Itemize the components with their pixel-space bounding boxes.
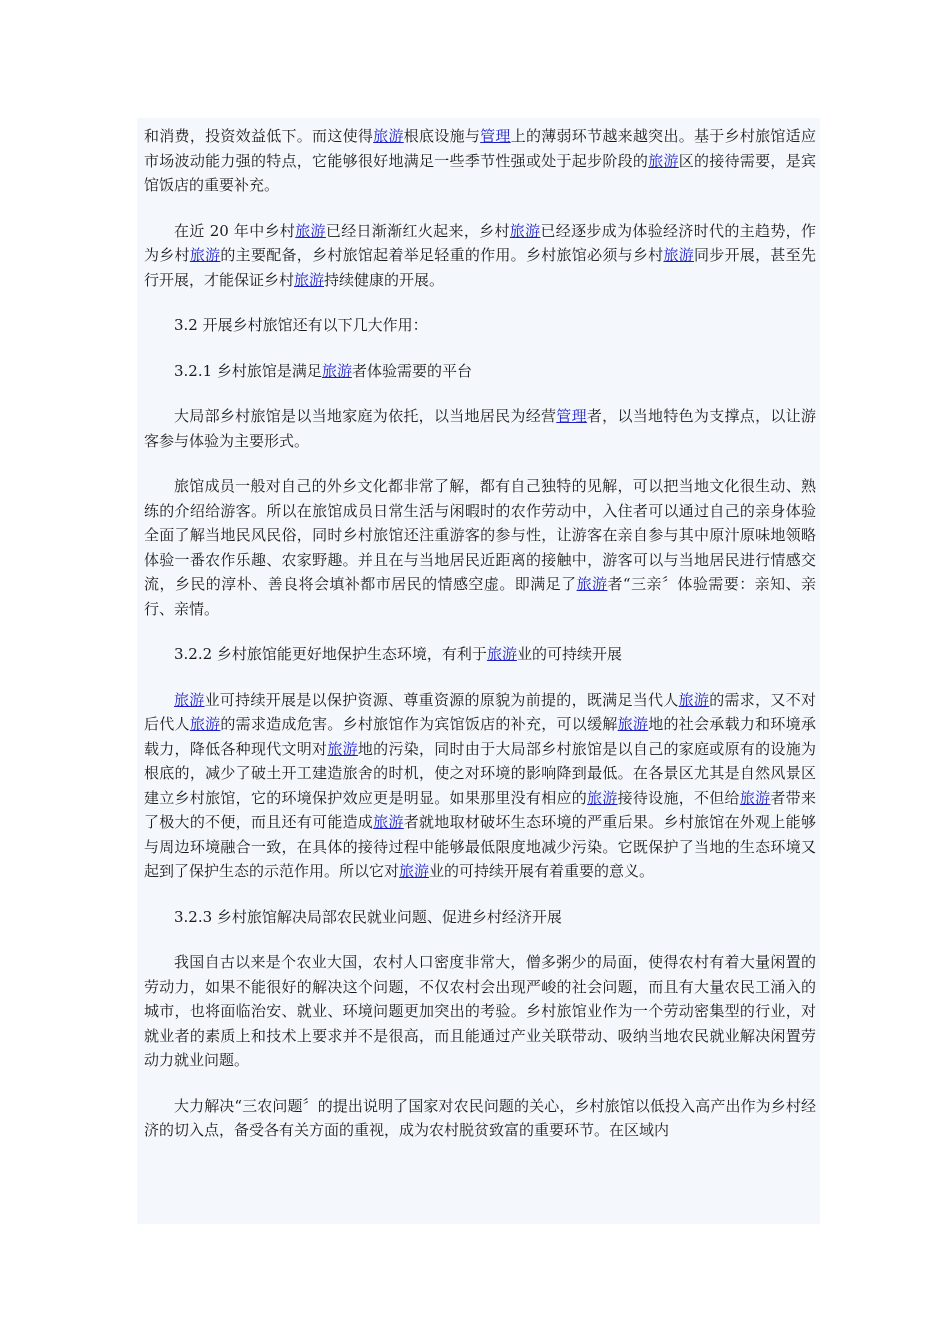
keyword-link[interactable]: 管理 <box>480 127 511 145</box>
paragraph-text: 接待设施，不但给 <box>617 788 740 807</box>
keyword-link[interactable]: 管理 <box>556 407 587 425</box>
paragraph-text: 持续健康的开展。 <box>324 270 445 289</box>
keyword-link[interactable]: 旅游 <box>189 246 221 264</box>
paragraph-text: 业的可持续开展 <box>516 645 622 663</box>
paragraph-text: 已经逐步成为体验经济时代的主趋势，作为乡村 <box>144 221 816 264</box>
paragraph-text: 者，以当地特色为支撑点，以让游客参与体验为主要形式。 <box>144 407 816 450</box>
paragraph <box>144 1094 816 1143</box>
paragraph <box>144 359 816 384</box>
keyword-link[interactable]: 旅游 <box>617 715 649 733</box>
paragraph-text: 的需求造成危害。乡村旅馆作为宾馆饭店的补充，可以缓解 <box>220 715 618 733</box>
paragraph-text: 3.2.3 乡村旅馆解决局部农民就业问题、促进乡村经济开展 <box>174 907 562 926</box>
paragraph-text: 同步开展，甚至先行开展，才能保证乡村 <box>144 246 816 289</box>
keyword-link[interactable]: 旅游 <box>373 127 404 145</box>
paragraph <box>144 905 816 930</box>
keyword-link[interactable]: 旅游 <box>295 221 326 240</box>
paragraph-text: 旅馆成员一般对自己的外乡文化都非常了解，都有自己独特的见解，可以把当地文化很生动、熟练的介绍给游客。所以在旅馆成员日常生活与闲暇时的农作劳动中，入住者可以通过自己的亲身体验全面了解当地民风民俗，同时乡村旅馆还注重游客的参与性，让游客在亲自参与其中原汁原味地领略体验一番农作乐趣、农家野趣。并且在与当地居民近距离的接触中，游客可以与当地居民进行情感交流，乡民的淳朴、善良将会填补都市居民的情感空虚。即满足了 <box>144 477 816 593</box>
keyword-link[interactable]: 旅游 <box>486 645 517 663</box>
paragraph-text: 者体验需要的平台 <box>351 361 472 380</box>
paragraph <box>144 219 816 293</box>
keyword-link[interactable]: 旅游 <box>373 813 404 831</box>
paragraph-text: 根底设施与 <box>403 127 481 145</box>
keyword-link[interactable]: 旅游 <box>739 788 771 807</box>
document-body <box>137 118 820 1224</box>
keyword-link[interactable]: 旅游 <box>587 788 618 807</box>
paragraph <box>144 474 816 621</box>
keyword-link[interactable]: 旅游 <box>189 715 221 733</box>
paragraph-text: 的主要配备，乡村旅馆起着举足轻重的作用。乡村旅馆必须与乡村 <box>220 246 664 264</box>
paragraph-text: 者“三亲〞体验需要：亲知、亲行、亲情。 <box>144 575 816 618</box>
keyword-link[interactable]: 旅游 <box>399 862 430 880</box>
paragraph-text: 大局部乡村旅馆是以当地家庭为依托，以当地居民为经营 <box>174 407 557 425</box>
paragraph-text: 业可持续开展是以保护资源、尊重资源的原貌为前提的，既满足当代人 <box>204 690 679 709</box>
paragraph-text: 的需求，又不对后代人 <box>144 690 816 733</box>
paragraph-text: 3.2 开展乡村旅馆还有以下几大作用： <box>174 316 428 334</box>
keyword-link[interactable]: 旅游 <box>576 575 608 593</box>
paragraph-text: 上的薄弱环节越来越突出。基于乡村旅馆适应市场波动能力强的特点，它能够很好地满足一些季节性强或处于起步阶段的 <box>144 127 816 170</box>
article-content <box>144 124 816 1143</box>
keyword-link[interactable]: 旅游 <box>663 246 695 264</box>
paragraph-text: 已经日渐渐红火起来，乡村 <box>325 221 510 240</box>
keyword-link[interactable]: 旅游 <box>678 690 710 709</box>
paragraph <box>144 950 816 1073</box>
keyword-link[interactable]: 旅游 <box>648 151 679 170</box>
paragraph-text: 大力解决“三农问题〞的提出说明了国家对农民问题的关心，乡村旅馆以低投入高产出作为乡村经济的切入点，备受各有关方面的重视，成为农村脱贫致富的重要环节。在区域内 <box>144 1096 816 1139</box>
paragraph-text: 在近 20 年中乡村 <box>174 221 296 240</box>
paragraph <box>144 404 816 453</box>
paragraph-text: 3.2.2 乡村旅馆能更好地保护生态环境，有利于 <box>174 645 487 663</box>
paragraph-text: 3.2.1 乡村旅馆是满足 <box>174 361 322 380</box>
paragraph-text: 我国自古以来是个农业大国，农村人口密度非常大，僧多粥少的局面，使得农村有着大量闲置的劳动力，如果不能很好的解决这个问题，不仅农村会出现严峻的社会问题，而且有大量农民工涌入的城市，也将面临治安、就业、环境问题更加突出的考验。乡村旅馆业作为一个劳动密集型的行业，对就业者的素质上和技术上要求并不是很高，而且能通过产业关联带动、吸纳当地农民就业解决闲置劳动力就业问题。 <box>144 953 816 1069</box>
paragraph-text: 业的可持续开展有着重要的意义。 <box>429 862 655 880</box>
keyword-link[interactable]: 旅游 <box>174 690 205 709</box>
paragraph <box>144 313 816 338</box>
paragraph <box>144 688 816 884</box>
paragraph <box>144 124 816 198</box>
keyword-link[interactable]: 旅游 <box>327 739 358 758</box>
paragraph-text: 地的污染，同时由于大局部乡村旅馆是以自己的家庭或原有的设施为根底的，减少了破土开工建造旅舍的时机，使之对环境的影响降到最低。在各景区尤其是自然风景区建立乡村旅馆，它的环境保护效应更是明显。如果那里没有相应的 <box>144 739 816 807</box>
paragraph-text: 者就地取材破坏生态环境的严重后果。乡村旅馆在外观上能够与周边环境融合一致，在具体的接待过程中能够最低限度地减少污染。它既保护了当地的生态环境又起到了保护生态的示范作用。所以它对 <box>144 813 816 880</box>
keyword-link[interactable]: 旅游 <box>294 270 325 289</box>
paragraph <box>144 642 816 667</box>
paragraph-text: 和消费，投资效益低下。而这使得 <box>144 127 374 145</box>
paragraph-text: 区的接待需要，是宾馆饭店的重要补充。 <box>144 151 816 194</box>
keyword-link[interactable]: 旅游 <box>321 361 352 380</box>
paragraph-text: 者带来了极大的不便，而且还有可能造成 <box>144 788 816 831</box>
paragraph-text: 地的社会承载力和环境承载力，降低各种现代文明对 <box>144 715 816 758</box>
keyword-link[interactable]: 旅游 <box>509 221 541 240</box>
